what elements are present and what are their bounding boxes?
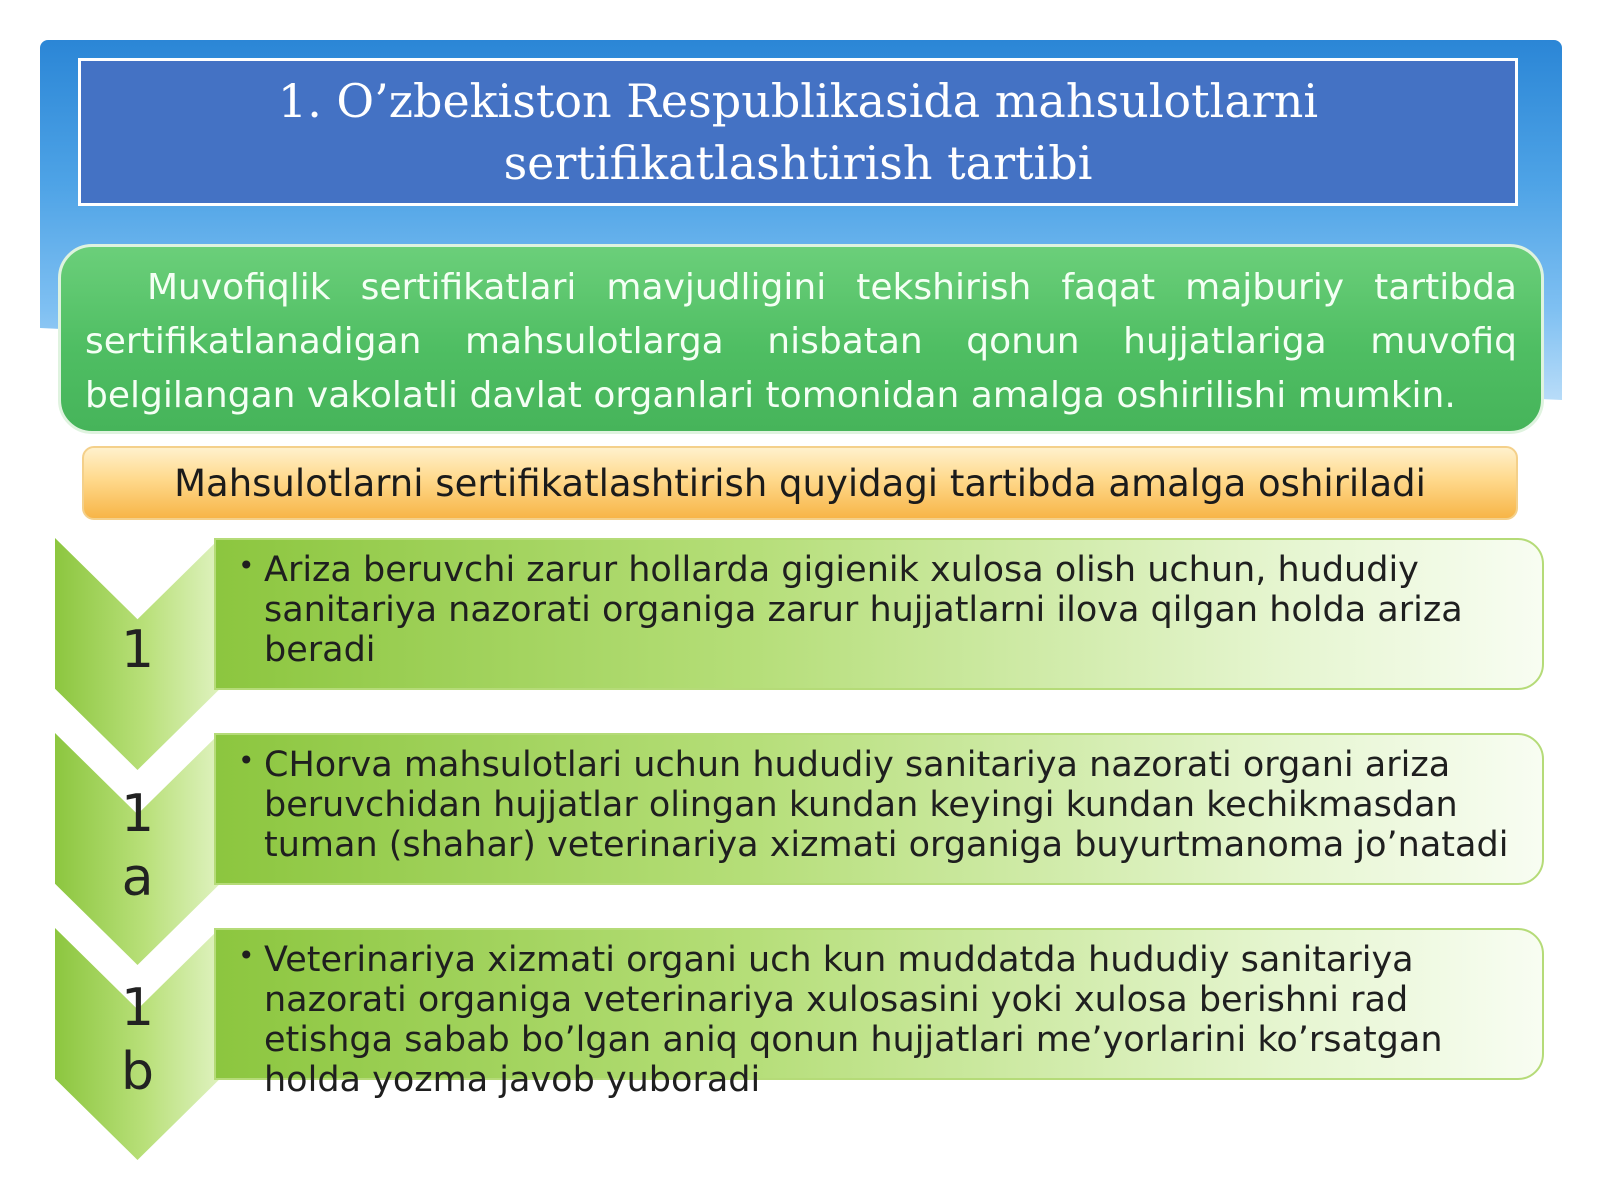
slide-title (78, 58, 1518, 206)
intro-text: Muvofiqlik sertifikatlari mavjudligini tekshirish faqat majburiy tartibda sertifikatlanadigan mahsulotlarga nisbatan qonun hujjatlariga muvofiq belgilangan vakolatli davlat organlari tomonidan amalga oshirilishi mumkin. (85, 267, 1517, 416)
bullet-icon: • (238, 549, 255, 582)
step-1a-box (214, 733, 1544, 885)
step-1-label-line-1: 1 (120, 620, 155, 680)
step-1b-text: Veterinariya xizmati organi uch kun muddatda hududiy sanitariya nazorati organiga veterinariya xulosasini yoki xulosa berishni rad etishga sabab bo’lgan aniq qonun hujjatlari me’yorlarini ko’rsatgan holda yozma javob yuboradi (264, 940, 1443, 1100)
step-1a-label (55, 782, 220, 910)
step-1b-label-line-1: 1 (120, 978, 155, 1038)
subheading-text: Mahsulotlarni sertifikatlashtirish quyidagi tartibda amalga oshiriladi (174, 461, 1426, 505)
step-1a-text: CHorva mahsulotlari uchun hududiy sanitariya nazorati organi ariza beruvchidan hujjatlar olingan kundan keyingi kundan kechikmasdan tuman (shahar) veterinariya xizmati organiga buyurtmanoma jo’natadi (264, 745, 1509, 865)
step-1-label (55, 618, 220, 682)
intro-panel (58, 244, 1544, 434)
step-1a-label-line-2: a (121, 848, 154, 908)
step-1-box (214, 538, 1544, 690)
step-1a-label-line-1: 1 (120, 784, 155, 844)
subheading-bar (82, 446, 1518, 520)
bullet-icon: • (238, 939, 255, 972)
bullet-icon: • (238, 744, 255, 777)
step-1b-box (214, 928, 1544, 1100)
slide-title-text: 1. O’zbekiston Respublikasida mahsulotlarni sertifikatlashtirish tartibi (277, 74, 1319, 190)
step-1b-label (55, 976, 220, 1104)
step-1b-label-line-2: b (120, 1042, 154, 1102)
step-1-text: Ariza beruvchi zarur hollarda gigienik xulosa olish uchun, hududiy sanitariya nazorati organiga zarur hujjatlarni ilova qilgan holda ariza beradi (264, 550, 1463, 670)
